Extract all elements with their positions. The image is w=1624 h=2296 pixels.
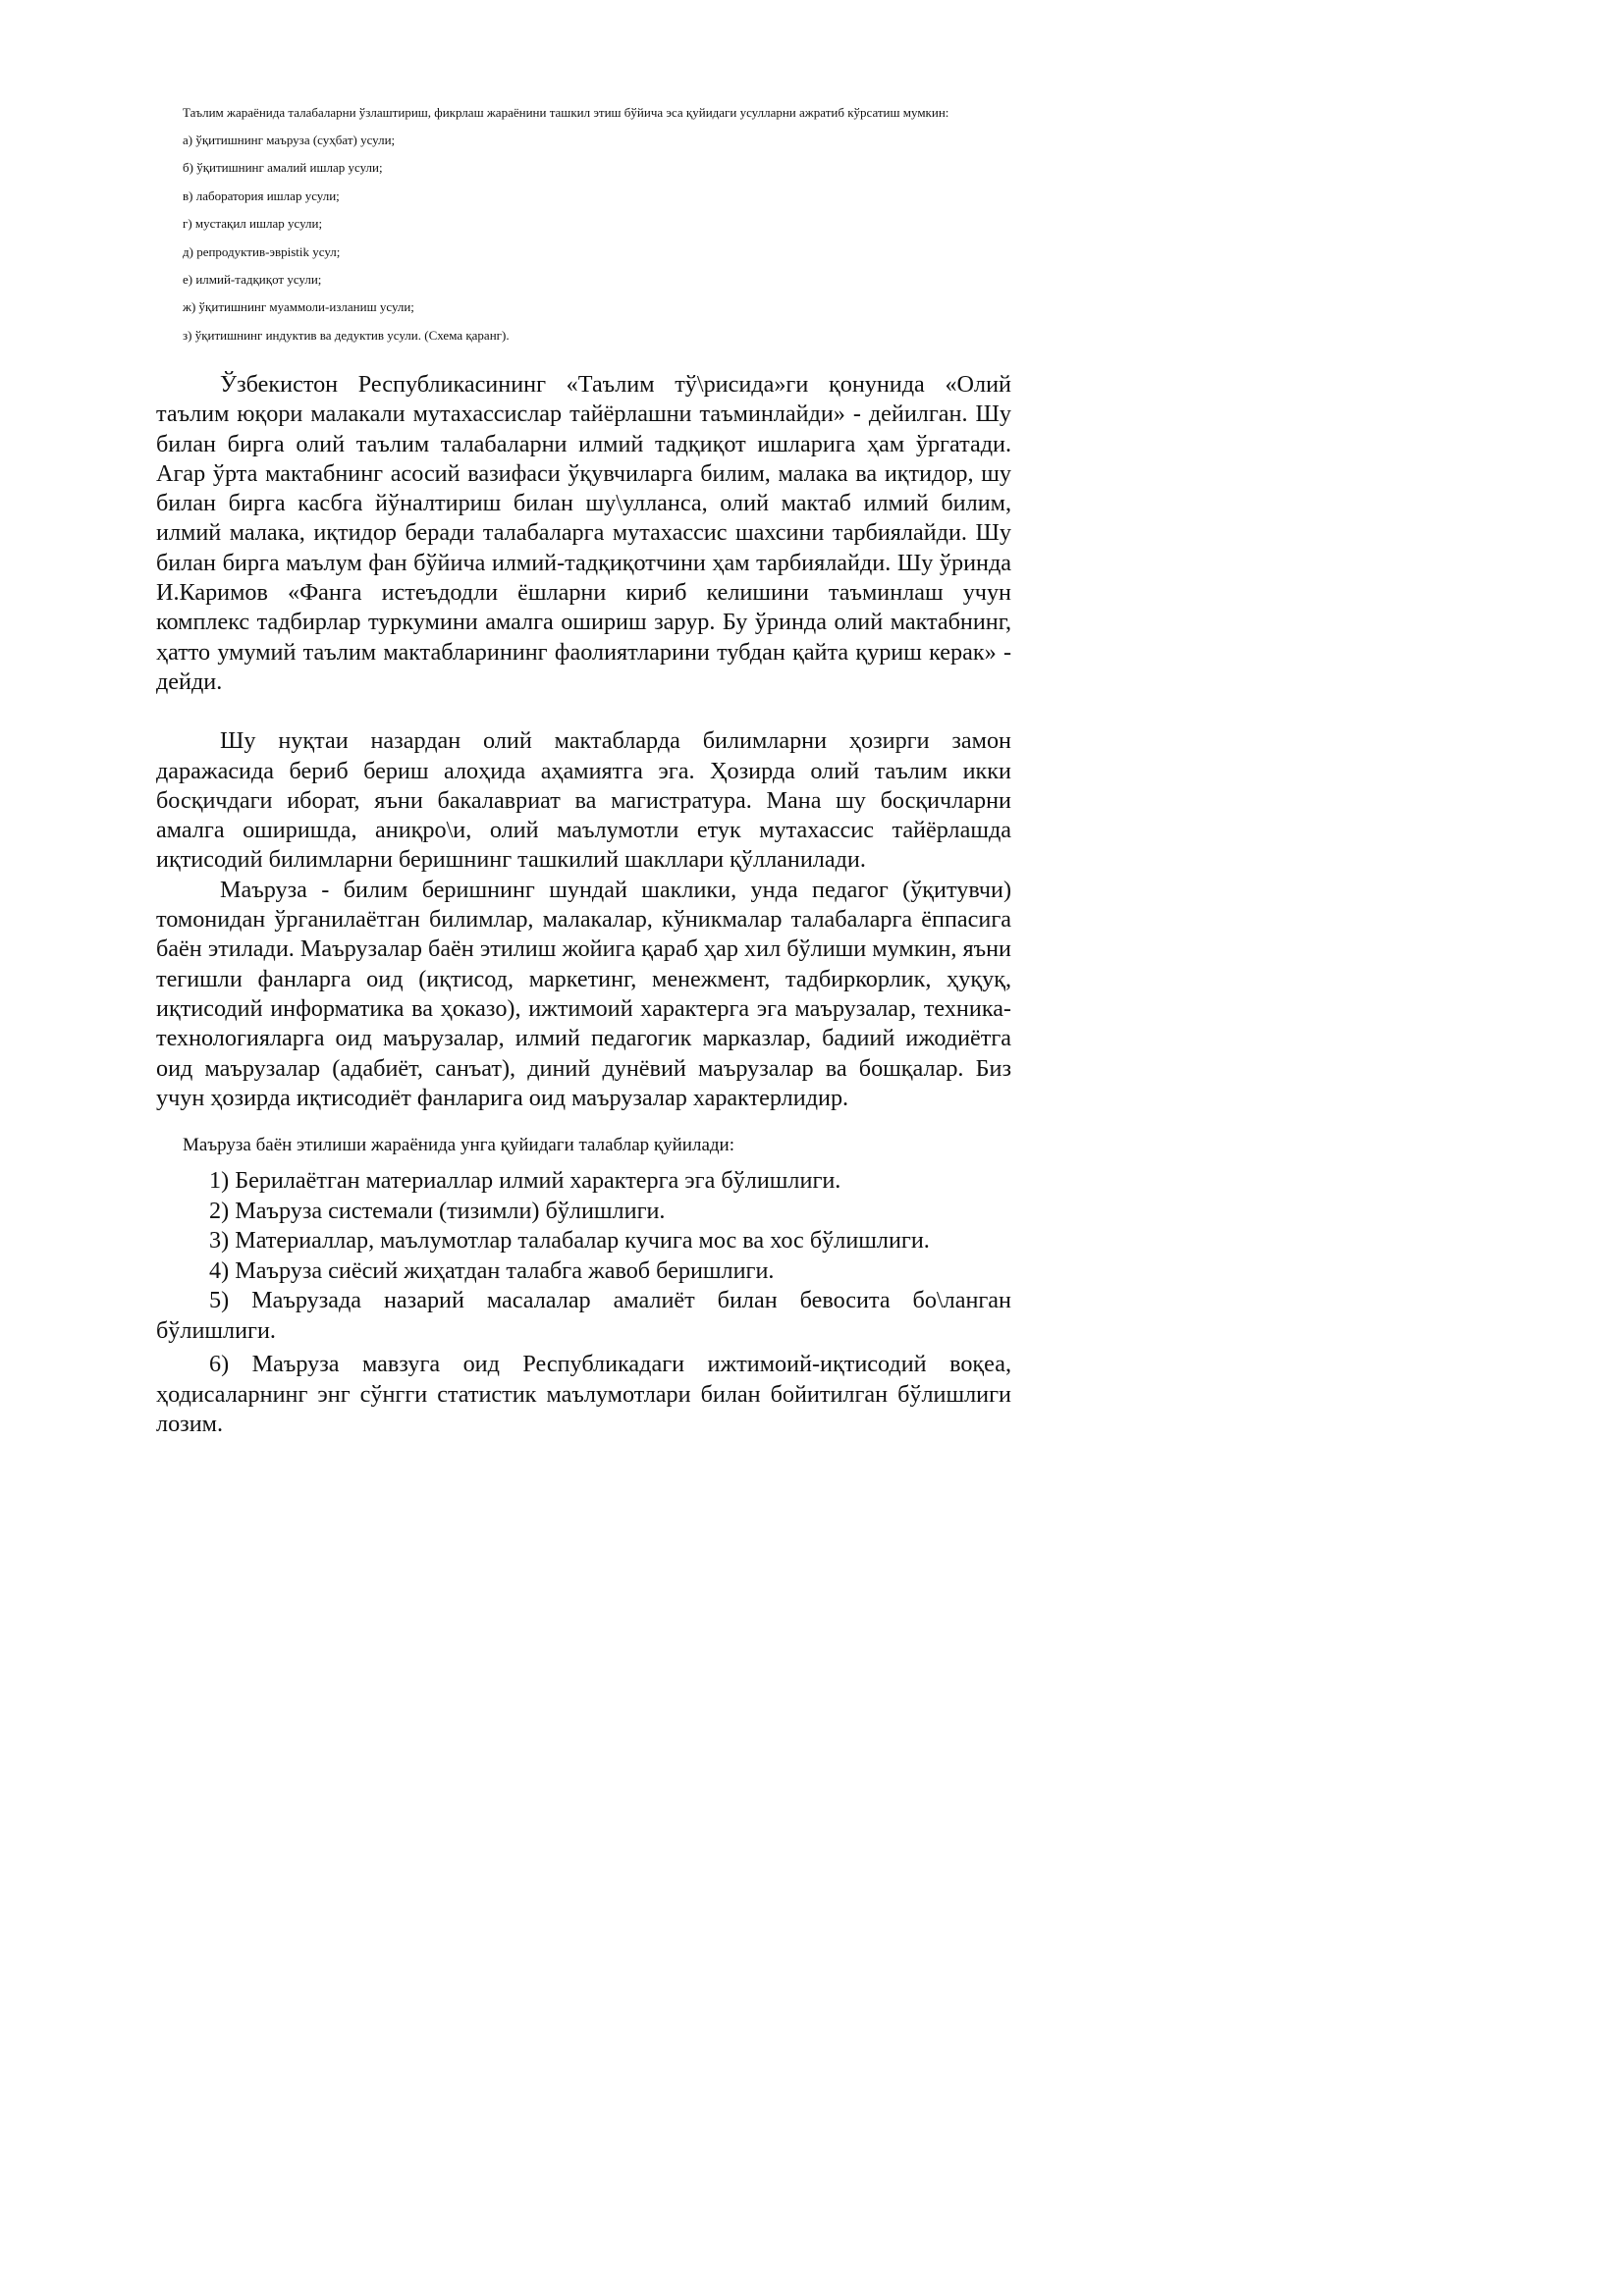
body-section bbox=[156, 370, 1011, 1113]
intro-text: Таълим жараёнида талабаларни ўзлаштириш, фикрлаш жараёнини ташкил этиш бўйича эса қуйидаги усулларни ажратиб кўрсатиш мумкин: bbox=[183, 105, 949, 120]
method-item: в) лаборатория ишлар усули; bbox=[183, 187, 340, 203]
body-paragraph-2: Шу нуқтаи назардан олий мактабларда билимларни ҳозирги замон даражасида бериб бериш алоҳида аҳамиятга эга. Ҳозирда олий таълим икки босқичдаги иборат, яъни бакалавриат ва магистратура. Мана шу босқичларни амалга оширишда, аниқро\и, олий маълумотли етук мутахассис тайёрлашда иқтисодий билимларни беришнинг ташкилий шакллари қўлланилади. bbox=[156, 727, 1011, 874]
method-item: а) ўқитишнинг маъруза (суҳбат) усули; bbox=[183, 133, 396, 147]
method-item: д) репродуктив-эврistik усул; bbox=[183, 243, 341, 259]
requirement-item: 1) Берилаётган материаллар илмий характерга эга бўлишлиги. bbox=[209, 1167, 841, 1194]
method-item: з) ўқитишнинг индуктив ва дедуктив усули. (Схема қаранг). bbox=[183, 327, 510, 343]
body-paragraph-1: Ўзбекистон Республикасининг «Таълим тў\рисида»ги қонунида «Олий таълим юқори малакали мутахассислар тайёрлашни таъминлайди» - дейилган. Шу билан бирга олий таълим талабаларни илмий тадқиқот ишларига ҳам ўргатади. Агар ўрта мактабнинг асосий вазифаси ўқувчиларга билим, малака ва иқтидор, шу билан бирга касбга йўналтириш билан шу\улланса, олий мактаб илмий билим, илмий малака, иқтидор беради талабаларга мутахассис шахсини тарбиялайди. Шу билан бирга маълум фан бўйича илмий-тадқиқотчини ҳам тарбиялайди. Шу ўринда И.Каримов «Фанга истеъдодли ёшларни кириб келишини таъминлаш учун комплекс тадбирлар туркумини амалга ошириш зарур. Бу ўринда олий мактабнинг, ҳатто умумий таълим мактабларининг фаолиятларини тубдан қайта қуриш керак» - дейди. bbox=[156, 371, 1011, 695]
method-item: г) мустақил ишлар усули; bbox=[183, 216, 323, 232]
requirement-item: 4) Маъруза сиёсий жиҳатдан талабга жавоб беришлиги. bbox=[209, 1256, 775, 1284]
document-page bbox=[0, 0, 1084, 1532]
requirements-lead: Маъруза баён этилиши жараёнида унга қуйидаги талаблар қуйилади: bbox=[183, 1135, 735, 1155]
requirement-item: 2) Маъруза системали (тизимли) бўлишлиги. bbox=[209, 1197, 666, 1224]
requirements-list bbox=[156, 1166, 1011, 1440]
methods-list bbox=[183, 132, 1013, 354]
method-item: е) илмий-тадқиқот усули; bbox=[183, 271, 322, 287]
requirement-item: 5) Маърузада назарий масалалар амалиёт билан бевосита бо\ланган бўлишлиги. bbox=[156, 1287, 1011, 1344]
requirement-item: 6) Маъруза мавзуга оид Республикадаги ижтимоий-иқтисодий воқеа, ҳодисаларнинг энг сўнгги статистик маълумотлари билан бойитилган бўлишлиги лозим. bbox=[156, 1351, 1011, 1437]
method-item: ж) ўқитишнинг муаммоли-изланиш усули; bbox=[183, 299, 414, 315]
requirement-item: 3) Материаллар, маълумотлар талабалар кучига мос ва хос бўлишлиги. bbox=[209, 1227, 930, 1254]
intro-section bbox=[183, 104, 1013, 354]
body-paragraph-3: Маъруза - билим беришнинг шундай шаклики, унда педагог (ўқитувчи) томонидан ўрганилаётган билимлар, малакалар, кўникмалар талабаларга ёппасига баён этилади. Маърузалар баён этилиш жойига қараб ҳар хил бўлиши мумкин, яъни тегишли фанларга оид (иқтисод, маркетинг, менежмент, тадбиркорлик, ҳуқуқ, иқтисодий информатика ва ҳоказо), ижтимоий характерга эга маърузалар, техника-технологияларга оид маърузалар, илмий педагогик марказлар, бадиий ижодиётга оид маърузалар (адабиёт, санъат), диний дунёвий маърузалар ва бошқалар. Биз учун ҳозирда иқтисодиёт фанларига оид маърузалар характерлидир. bbox=[156, 876, 1011, 1111]
method-item: б) ўқитишнинг амалий ишлар усули; bbox=[183, 160, 383, 176]
